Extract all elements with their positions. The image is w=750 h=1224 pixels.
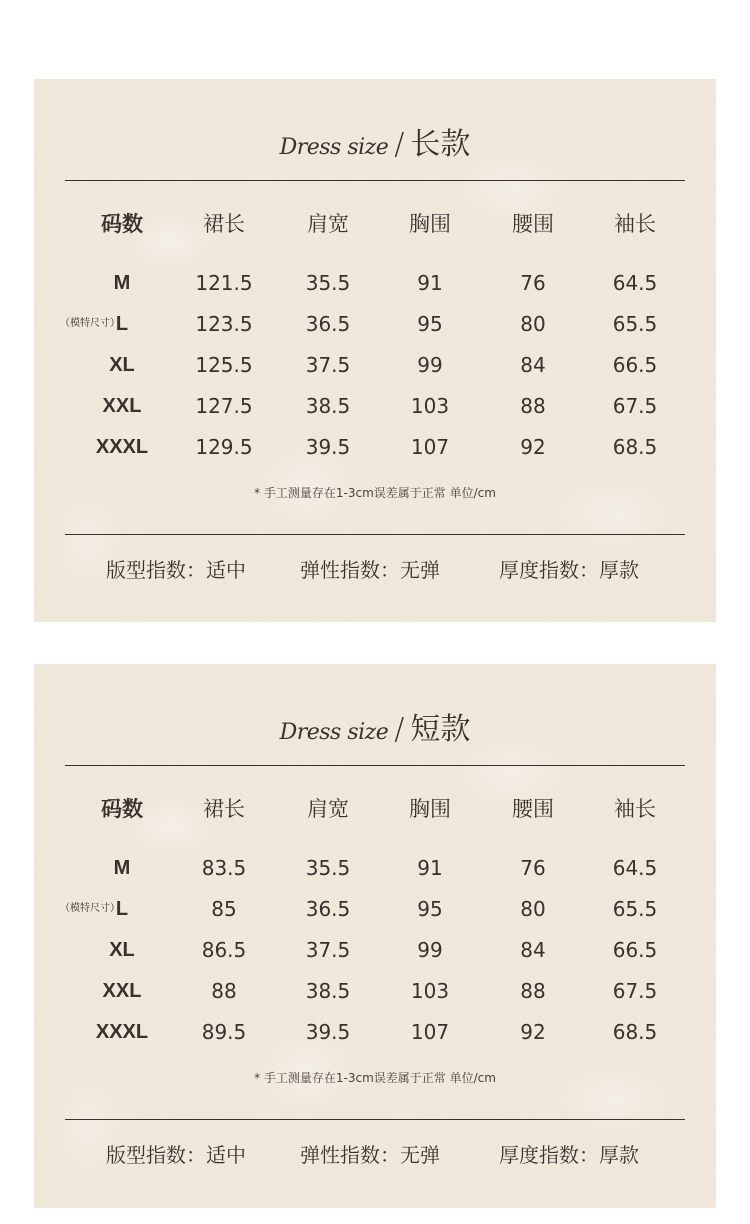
column-header: 腰围 bbox=[512, 797, 554, 821]
size-value: 92 bbox=[520, 435, 546, 459]
size-value: 80 bbox=[520, 897, 546, 921]
size-value: 76 bbox=[520, 271, 546, 295]
size-label: XL bbox=[109, 939, 135, 961]
elasticity-index: 弹性指数：无弹 bbox=[300, 1143, 440, 1167]
size-label: L bbox=[115, 313, 129, 335]
size-value: 107 bbox=[410, 435, 450, 459]
size-label: XL bbox=[109, 354, 135, 376]
measurement-note: * 手工测量存在1-3cm误差属于正常 单位/cm bbox=[254, 486, 496, 500]
size-value: 36.5 bbox=[305, 312, 351, 336]
measurement-note: * 手工测量存在1-3cm误差属于正常 单位/cm bbox=[254, 1071, 496, 1085]
size-label: M bbox=[113, 272, 131, 294]
size-value: 91 bbox=[417, 856, 443, 880]
size-value: 88 bbox=[520, 979, 546, 1003]
size-value: 99 bbox=[417, 353, 443, 377]
column-header: 胸围 bbox=[409, 797, 451, 821]
size-value: 64.5 bbox=[612, 271, 658, 295]
size-value: 127.5 bbox=[195, 394, 253, 418]
size-value: 86.5 bbox=[201, 938, 247, 962]
index-row bbox=[34, 1140, 716, 1170]
table-header-row bbox=[34, 209, 716, 239]
title-script-text: Dress size bbox=[279, 135, 389, 160]
size-value: 35.5 bbox=[305, 856, 351, 880]
size-value: 103 bbox=[410, 979, 450, 1003]
column-header: 裙长 bbox=[203, 212, 245, 236]
top-divider bbox=[65, 765, 685, 766]
thickness-index: 厚度指数：厚款 bbox=[499, 558, 639, 582]
elasticity-index: 弹性指数：无弹 bbox=[300, 558, 440, 582]
size-value: 67.5 bbox=[612, 979, 658, 1003]
title-style-name: 短款 bbox=[410, 712, 471, 747]
size-value: 68.5 bbox=[612, 435, 658, 459]
table-row bbox=[34, 432, 716, 462]
column-header: 腰围 bbox=[512, 212, 554, 236]
size-value: 83.5 bbox=[201, 856, 247, 880]
column-header: 码数 bbox=[101, 212, 143, 236]
size-label: XXXL bbox=[95, 1021, 149, 1043]
size-value: 92 bbox=[520, 1020, 546, 1044]
title-separator: / bbox=[394, 712, 405, 747]
table-row bbox=[34, 853, 716, 883]
table-header-row bbox=[34, 794, 716, 824]
model-size-note: （模特尺寸） bbox=[60, 318, 120, 329]
column-header: 肩宽 bbox=[307, 797, 349, 821]
size-value: 39.5 bbox=[305, 435, 351, 459]
table-row bbox=[34, 391, 716, 421]
size-value: 125.5 bbox=[195, 353, 253, 377]
size-value: 121.5 bbox=[195, 271, 253, 295]
column-header: 袖长 bbox=[614, 212, 656, 236]
bottom-divider bbox=[65, 534, 685, 535]
column-header: 胸围 bbox=[409, 212, 451, 236]
size-value: 95 bbox=[417, 312, 443, 336]
fit-index: 版型指数：适中 bbox=[106, 558, 246, 582]
size-value: 66.5 bbox=[612, 938, 658, 962]
table-row bbox=[34, 976, 716, 1006]
table-row bbox=[34, 894, 716, 924]
size-label: XXL bbox=[102, 395, 142, 417]
size-value: 84 bbox=[520, 353, 546, 377]
column-header: 肩宽 bbox=[307, 212, 349, 236]
title-style-name: 长款 bbox=[410, 127, 471, 162]
size-value: 35.5 bbox=[305, 271, 351, 295]
column-header: 袖长 bbox=[614, 797, 656, 821]
size-value: 84 bbox=[520, 938, 546, 962]
size-value: 65.5 bbox=[612, 312, 658, 336]
size-label: XXL bbox=[102, 980, 142, 1002]
size-value: 89.5 bbox=[201, 1020, 247, 1044]
chart-title bbox=[34, 119, 716, 163]
size-value: 123.5 bbox=[195, 312, 253, 336]
table-row bbox=[34, 309, 716, 339]
model-size-note: （模特尺寸） bbox=[60, 903, 120, 914]
size-value: 129.5 bbox=[195, 435, 253, 459]
size-value: 37.5 bbox=[305, 938, 351, 962]
size-chart-short bbox=[34, 664, 716, 1208]
size-chart-long bbox=[34, 79, 716, 622]
bottom-divider bbox=[65, 1119, 685, 1120]
title-script-text: Dress size bbox=[279, 720, 389, 745]
size-value: 103 bbox=[410, 394, 450, 418]
size-value: 107 bbox=[410, 1020, 450, 1044]
title-separator: / bbox=[394, 127, 405, 162]
index-row bbox=[34, 555, 716, 585]
table-row bbox=[34, 268, 716, 298]
size-value: 67.5 bbox=[612, 394, 658, 418]
top-divider bbox=[65, 180, 685, 181]
size-value: 91 bbox=[417, 271, 443, 295]
size-value: 39.5 bbox=[305, 1020, 351, 1044]
chart-title bbox=[34, 704, 716, 748]
table-row bbox=[34, 935, 716, 965]
size-label: M bbox=[113, 857, 131, 879]
column-header: 码数 bbox=[101, 797, 143, 821]
thickness-index: 厚度指数：厚款 bbox=[499, 1143, 639, 1167]
size-value: 99 bbox=[417, 938, 443, 962]
size-value: 85 bbox=[211, 897, 237, 921]
size-value: 80 bbox=[520, 312, 546, 336]
size-label: XXXL bbox=[95, 436, 149, 458]
column-header: 裙长 bbox=[203, 797, 245, 821]
size-value: 37.5 bbox=[305, 353, 351, 377]
size-value: 64.5 bbox=[612, 856, 658, 880]
size-value: 38.5 bbox=[305, 979, 351, 1003]
size-value: 36.5 bbox=[305, 897, 351, 921]
size-value: 38.5 bbox=[305, 394, 351, 418]
size-value: 88 bbox=[211, 979, 237, 1003]
size-value: 65.5 bbox=[612, 897, 658, 921]
size-value: 68.5 bbox=[612, 1020, 658, 1044]
table-row bbox=[34, 1017, 716, 1047]
table-row bbox=[34, 350, 716, 380]
size-label: L bbox=[115, 898, 129, 920]
fit-index: 版型指数：适中 bbox=[106, 1143, 246, 1167]
size-value: 95 bbox=[417, 897, 443, 921]
size-value: 88 bbox=[520, 394, 546, 418]
size-value: 66.5 bbox=[612, 353, 658, 377]
size-value: 76 bbox=[520, 856, 546, 880]
